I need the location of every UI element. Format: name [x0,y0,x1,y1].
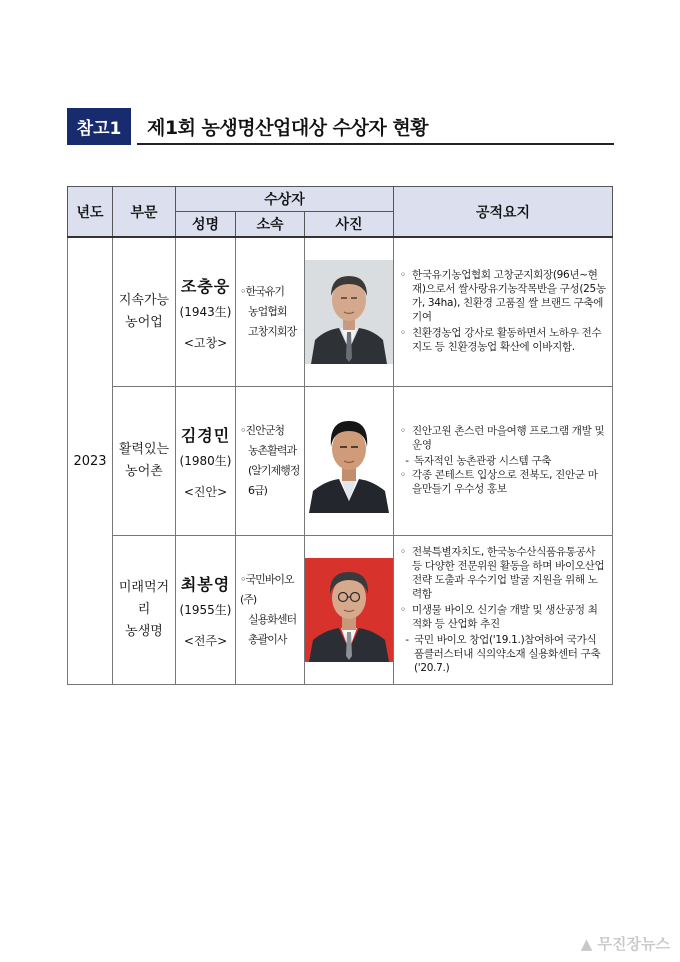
name-cell [176,237,236,387]
birth-year: (1980生) [179,453,232,468]
bullet-icon: ◦ [400,469,406,481]
category-cell [113,237,176,387]
merit-text: 국민 바이오 창업('19.1.)참여하여 국가식품클러스터내 식의약소재 실용화센터 구축('20.7.) [414,634,601,674]
affiliation-line: 고창지회장 [248,325,297,338]
merit-subitem [400,633,606,675]
birth-year: (1955生) [179,602,232,617]
affiliation-line: 총괄이사 [248,633,287,646]
affiliation-line: 실용화센터 [248,613,297,626]
bullet-icon: ◦ [400,269,406,281]
header-category: 부문 [113,187,176,238]
affiliation-line: ◦진안군청 [240,424,284,437]
year-cell: 2023 [68,237,113,685]
category-cell [113,536,176,685]
merit-item [400,468,606,496]
watermark-logo [581,933,670,954]
merit-item [400,326,606,354]
header-photo: 사진 [305,212,394,238]
portrait-photo [305,558,393,662]
merit-text: 미생물 바이오 신기술 개발 및 생산공정 최적화 등 산업화 추진 [412,604,598,630]
merits-cell [394,237,613,387]
title-underline [137,143,614,145]
header-name: 성명 [176,212,236,238]
merit-item [400,424,606,452]
hometown: <진안> [183,484,228,499]
bullet-icon: ◦ [400,327,406,339]
category-line: 활력있는 [118,442,170,457]
dash-icon: - [405,455,409,467]
photo-cell [305,237,394,387]
affiliation-line: ◦국민바이오(주) [240,573,294,606]
affiliation-line: 농업협회 [248,305,287,318]
merit-text: 진안고원 촌스런 마을여행 프로그램 개발 및 운영 [412,425,605,451]
merit-item [400,603,606,631]
affiliation-line: 농촌활력과 [248,444,297,457]
header-winner: 수상자 [176,187,394,212]
table-row [68,237,613,387]
affiliation-cell [236,237,305,387]
page-header [67,108,614,145]
awardee-name: 조충웅 [180,276,231,296]
name-cell [176,536,236,685]
merit-text: 한국유기농업협회 고창군지회장(96년~현재)으로서 쌀사랑유기농작목반을 구성(25농가, 34ha), 친환경 고품질 쌀 브랜드 구축에 기여 [412,269,606,323]
table-row [68,387,613,536]
awardee-name: 김경민 [180,425,231,445]
affiliation-line: (알기제행정6급) [248,464,300,497]
page-title: 제1회 농생명산업대상 수상자 현황 [147,117,429,139]
merits-cell [394,387,613,536]
photo-cell [305,536,394,685]
affiliation-line: ◦한국유기 [240,285,284,298]
merit-subitem [400,454,606,468]
photo-cell [305,387,394,536]
watermark-text: 무진장뉴스 [597,935,670,953]
hometown: <전주> [183,633,228,648]
category-line: 지속가능 [118,293,170,308]
dash-icon: - [405,634,409,646]
merit-text: 독자적인 농촌관광 시스템 구축 [414,455,552,467]
reference-badge: 참고1 [67,108,131,145]
category-line: 농어촌 [125,464,163,479]
merits-cell [394,536,613,685]
category-line: 미래먹거리 [118,580,170,617]
birth-year: (1943生) [179,304,232,319]
header-merits: 공적요지 [394,187,613,238]
bullet-icon: ◦ [400,546,406,558]
portrait-photo [305,409,393,513]
awardees-table [67,186,613,685]
merit-text: 각종 콘테스트 입상으로 전북도, 진안군 마을만들기 우수성 홍보 [412,469,598,495]
mountain-icon: ▲ [580,935,593,953]
header-affiliation: 소속 [236,212,305,238]
awardee-name: 최봉영 [180,574,231,594]
name-cell [176,387,236,536]
merit-item [400,268,606,324]
category-line: 농어업 [125,315,163,330]
header-year: 년도 [68,187,113,238]
hometown: <고창> [183,335,228,350]
table-row [68,536,613,685]
merit-text: 친환경농업 강사로 활동하면서 노하우 전수지도 등 친환경농업 확산에 이바지함. [412,327,602,353]
merit-item [400,545,606,601]
category-cell [113,387,176,536]
category-line: 농생명 [125,624,163,639]
affiliation-cell [236,536,305,685]
bullet-icon: ◦ [400,425,406,437]
merit-text: 전북특별자치도, 한국농수산식품유통공사 등 다양한 전문위원 활동을 하며 바이오산업 전략 도출과 우수기업 발굴 지원을 위해 노력함 [412,546,605,600]
bullet-icon: ◦ [400,604,406,616]
portrait-photo [305,260,393,364]
affiliation-cell [236,387,305,536]
